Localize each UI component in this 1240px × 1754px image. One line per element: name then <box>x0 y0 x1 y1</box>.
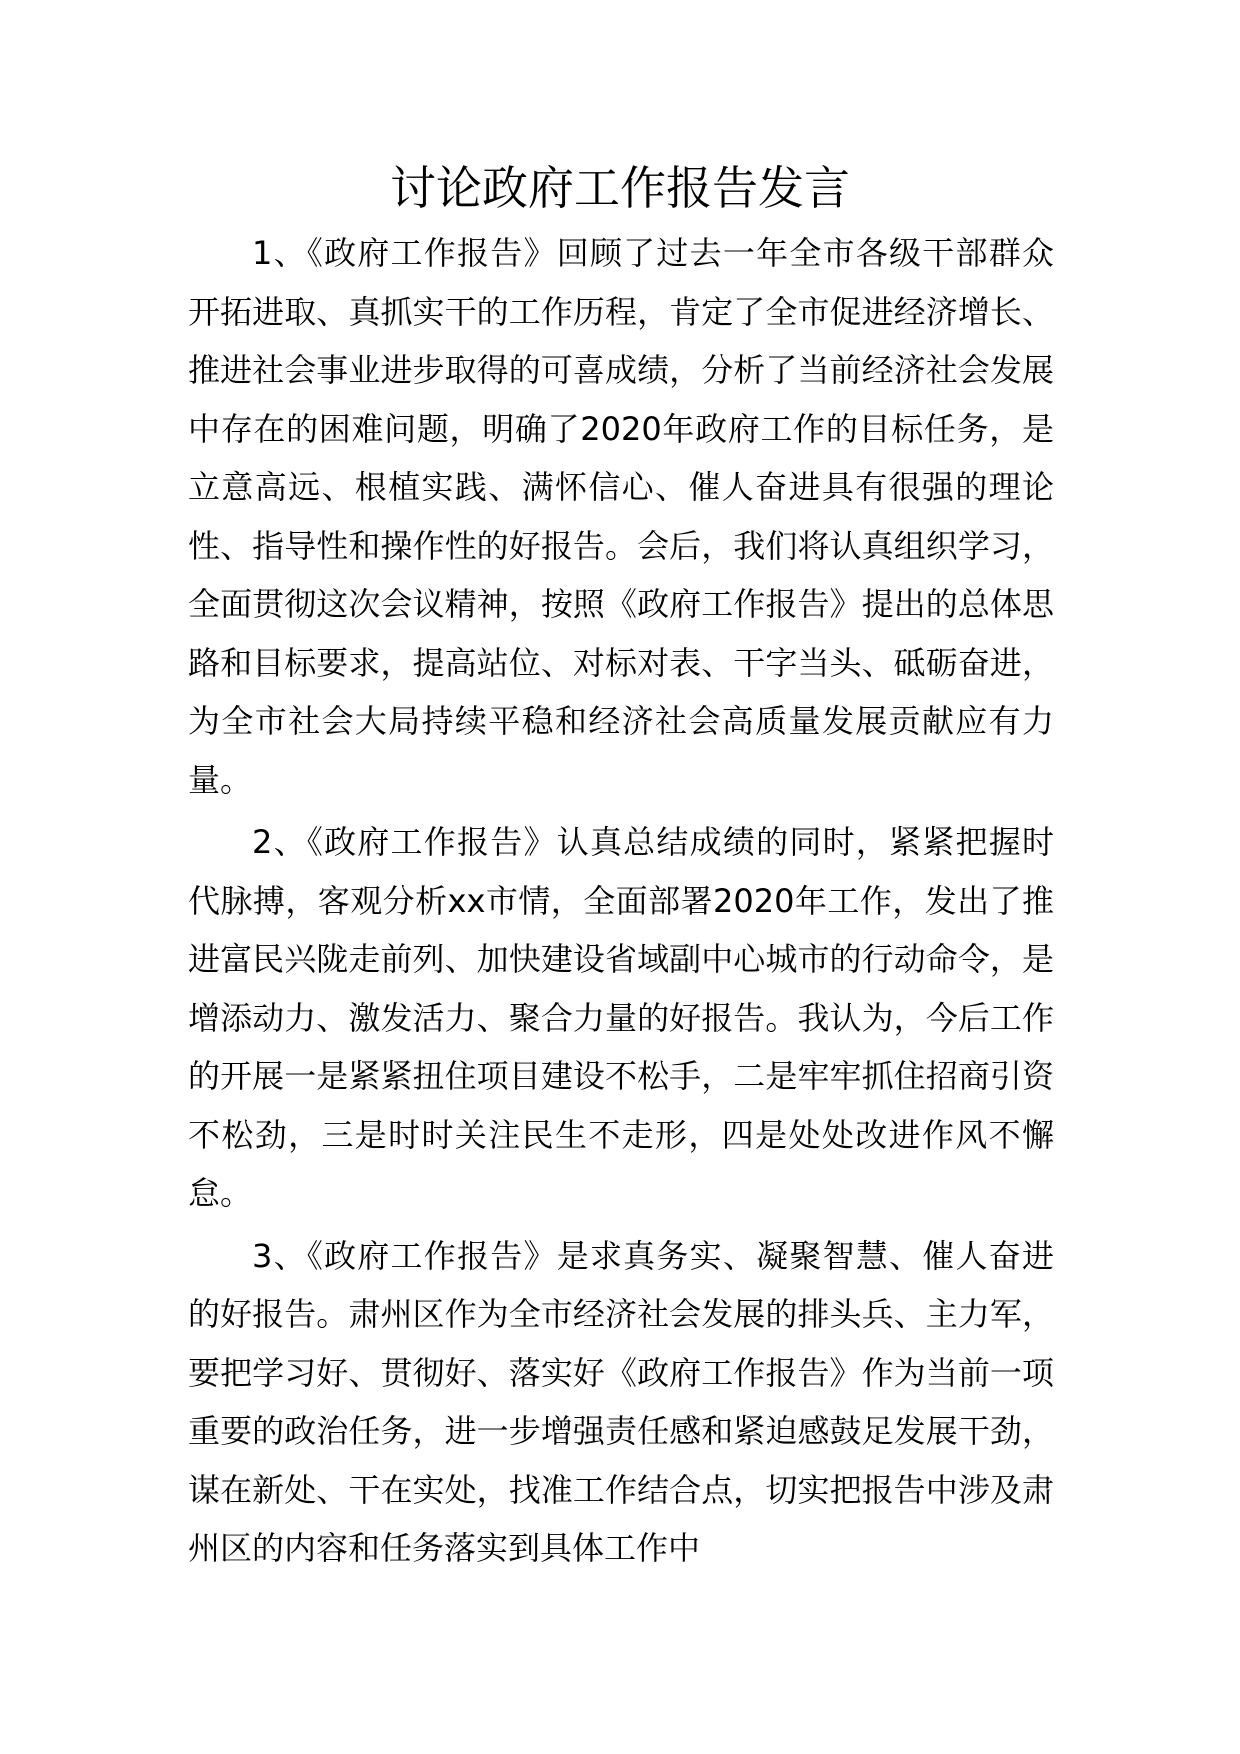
document-body <box>188 224 1054 1578</box>
document-title: 讨论政府工作报告发言 <box>390 161 850 215</box>
paragraph-2: 2、《政府工作报告》认真总结成绩的同时，紧紧把握时代脉搏，客观分析xx市情，全面部署2020年工作，发出了推进富民兴陇走前列、加快建设省域副中心城市的行动命令，是增添动力、激发活力、聚合力量的好报告。我认为，今后工作的开展一是紧紧扭住项目建设不松手，二是牢牢抓住招商引资不松劲，三是时时关注民生不走形，四是处处改进作风不懈怠。 <box>188 823 1054 1212</box>
paragraph-3: 3、《政府工作报告》是求真务实、凝聚智慧、催人奋进的好报告。肃州区作为全市经济社会发展的排头兵、主力军，要把学习好、贯彻好、落实好《政府工作报告》作为当前一项重要的政治任务，进一步增强责任感和紧迫感鼓足发展干劲，谋在新处、干在实处，找准工作结合点，切实把报告中涉及肃州区的内容和任务落实到具体工作中 <box>188 1236 1054 1567</box>
paragraph-1: 1、《政府工作报告》回顾了过去一年全市各级干部群众开拓进取、真抓实干的工作历程，肯定了全市促进经济增长、推进社会事业进步取得的可喜成绩，分析了当前经济社会发展中存在的困难问题，明确了2020年政府工作的目标任务，是立意高远、根植实践、满怀信心、催人奋进具有很强的理论性、指导性和操作性的好报告。会后，我们将认真组织学习，全面贯彻这次会议精神，按照《政府工作报告》提出的总体思路和目标要求，提高站位、对标对表、干字当头、砥砺奋进，为全市社会大局持续平稳和经济社会高质量发展贡献应有力量。 <box>188 234 1054 799</box>
